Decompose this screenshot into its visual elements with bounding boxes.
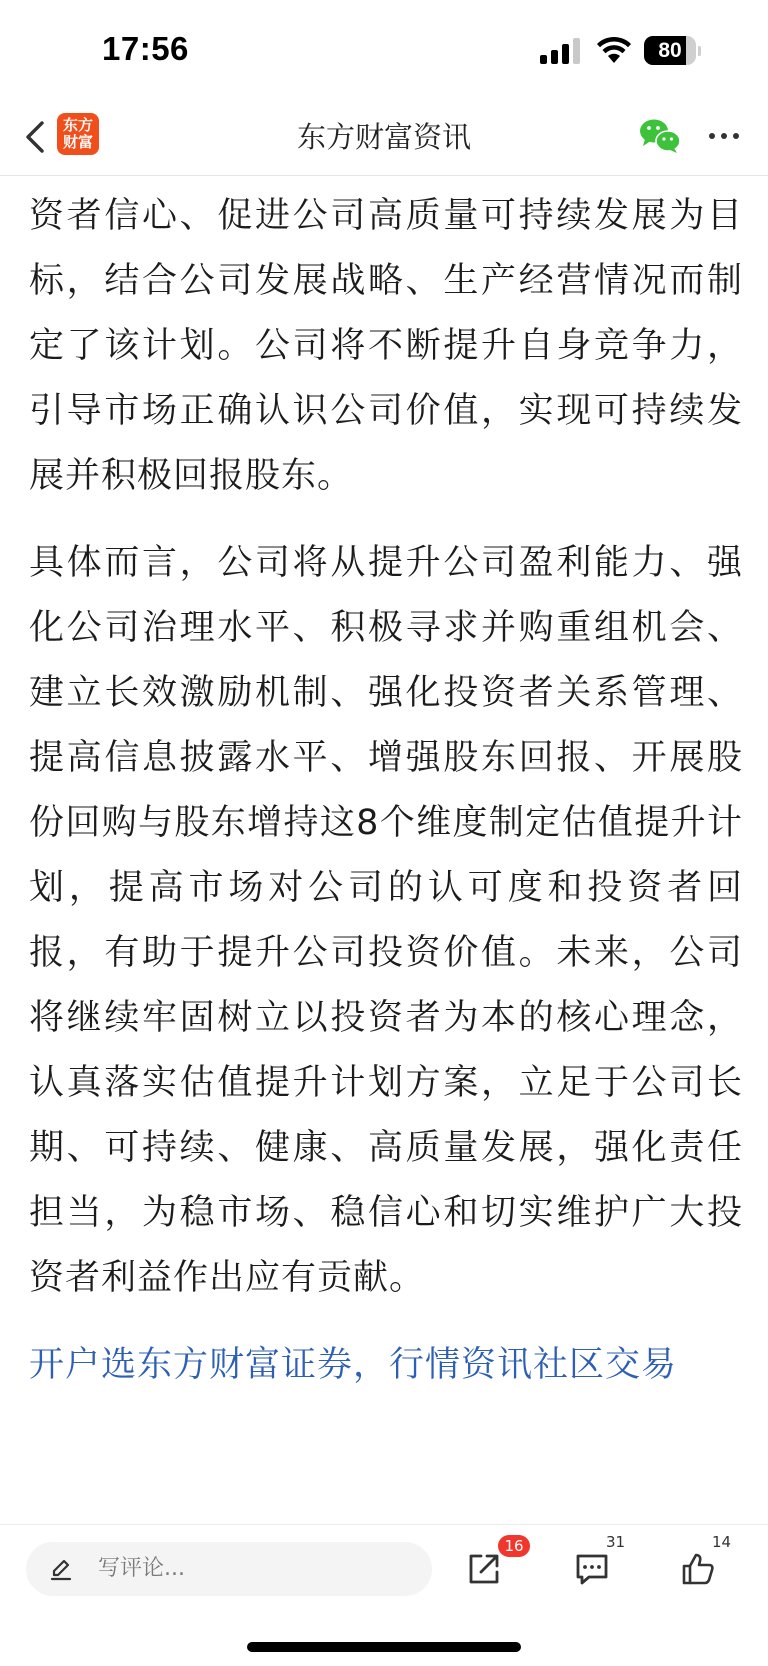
comment-input[interactable] xyxy=(26,1542,432,1596)
nav-bar xyxy=(0,100,768,176)
more-icon[interactable] xyxy=(706,116,742,156)
like-count: 14 xyxy=(712,1533,732,1551)
comment-count: 31 xyxy=(606,1533,626,1551)
comments-button[interactable] xyxy=(562,1533,626,1599)
battery-cap xyxy=(698,46,701,56)
article-paragraph: 资者信心、促进公司高质量可持续发展为目标，结合公司发展战略、生产经营情况而制定了该计划。公司将不断提升自身竞争力，引导市场正确认识公司价值，实现可持续发展并积极回报股东。 xyxy=(29,196,743,496)
comment-icon xyxy=(574,1551,610,1587)
thumbs-up-icon xyxy=(680,1551,716,1587)
comment-placeholder: 写评论... xyxy=(98,1556,185,1581)
status-bar xyxy=(0,0,768,100)
battery-icon xyxy=(644,36,700,65)
share-button[interactable] xyxy=(454,1537,524,1599)
status-time: 17:56 xyxy=(102,30,189,67)
back-icon[interactable] xyxy=(20,114,54,160)
home-indicator xyxy=(247,1642,521,1652)
pencil-icon xyxy=(48,1556,74,1582)
logo-line-1: 东方 xyxy=(62,116,93,134)
battery-body xyxy=(644,36,696,65)
logo-line-2: 财富 xyxy=(62,133,93,151)
wechat-icon[interactable] xyxy=(638,116,682,156)
promo-link[interactable]: 开户选东方财富证券，行情资讯社区交易 xyxy=(29,1345,678,1385)
wifi-icon xyxy=(596,36,632,64)
share-icon xyxy=(466,1551,502,1587)
page-title: 东方财富资讯 xyxy=(296,120,471,154)
cellular-signal-icon xyxy=(540,38,584,64)
article-paragraph: 具体而言，公司将从提升公司盈利能力、强化公司治理水平、积极寻求并购重组机会、建立长效激励机制、强化投资者关系管理、提高信息披露水平、增强股东回报、开展股份回购与股东增持这8个维度制定估值提升计划，提高市场对公司的认可度和投资者回报，有助于提升公司投资价值。未来，公司将继续牢固树立以投资者为本的核心理念，认真落实估值提升计划方案，立足于公司长期、可持续、健康、高质量发展，强化责任担当，为稳市场、稳信心和切实维护广大投资者利益作出应有贡献。 xyxy=(29,543,743,1298)
article-body xyxy=(29,184,743,1398)
battery-level: 80 xyxy=(658,39,682,62)
app-logo[interactable] xyxy=(57,113,99,155)
share-count-badge: 16 xyxy=(498,1535,530,1557)
like-button[interactable] xyxy=(668,1533,732,1599)
